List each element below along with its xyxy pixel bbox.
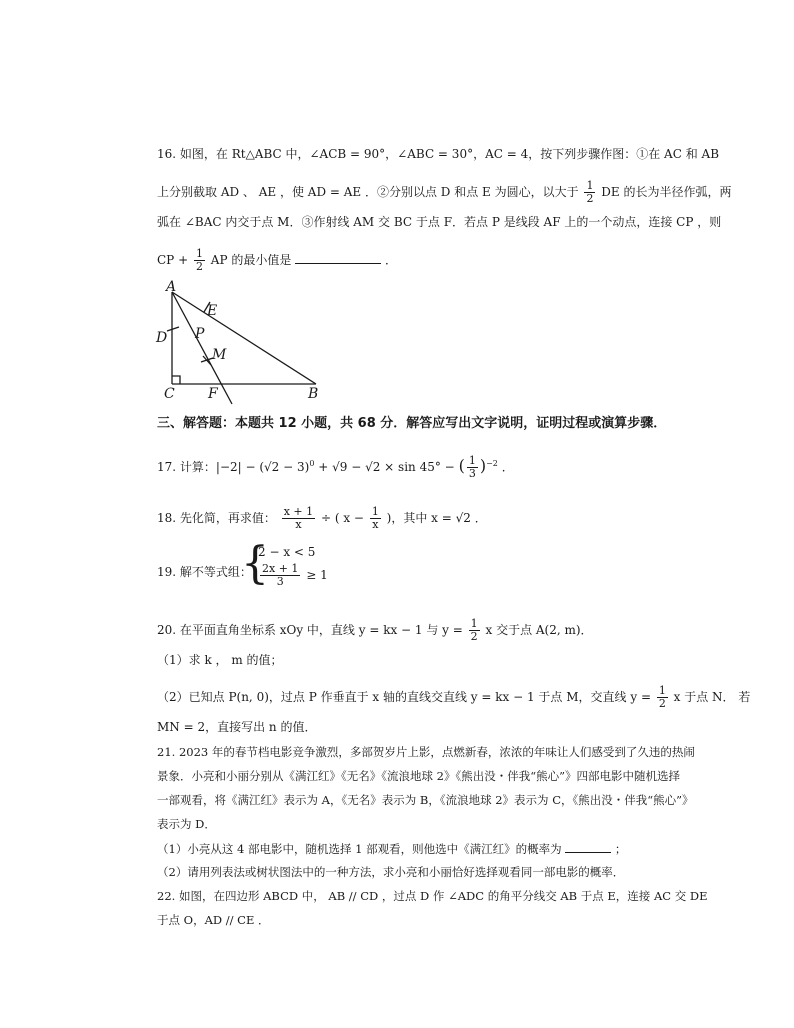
triangle-figure — [150, 278, 330, 408]
q17-fraction — [467, 455, 478, 480]
frac-num: x + 1 — [283, 505, 314, 518]
q21-line-3: 一部观看，将《满江红》表示为 A，《无名》表示为 B，《流浪地球 2》表示为 C，《熊出没・伴我“熊心”》 — [157, 793, 694, 807]
q17-text-a: 17. 计算：|−2| − (√2 − 3) — [157, 460, 310, 474]
frac-num: 1 — [371, 505, 379, 518]
q16-fraction-half-2 — [194, 248, 205, 273]
q21-line-1: 21. 2023 年的春节档电影竞争激烈，多部贺岁片上影，点燃新春，浓浓的年味让人们感受到了久违的热闹 — [157, 745, 695, 759]
frac-den: 2 — [658, 697, 666, 710]
q20-part-1: （1）求 k ， m 的值； — [157, 653, 283, 667]
q16-line-3: 弧在 ∠BAC 内交于点 M．③作射线 AM 交 BC 于点 F．若点 P 是线段 AF 上的一个动点，连接 CP ，则 — [157, 215, 722, 229]
q19-label: 19. 解不等式组： — [157, 565, 252, 579]
q16-line-2-text-a: 上分别截取 AD 、 AE ，使 AD = AE ．②分别以点 D 和点 E 为圆心，以大于 — [157, 185, 579, 199]
frac-den: 2 — [195, 260, 203, 273]
q18-text-b: )，其中 x = √2 ． — [386, 511, 487, 525]
frac-den: x — [295, 518, 302, 531]
q19-fraction — [260, 563, 300, 588]
q17-end: ． — [501, 460, 514, 474]
q20-part-2-fraction — [657, 685, 668, 710]
answer-blank[interactable] — [295, 251, 381, 264]
frac-num: 2x + 1 — [262, 562, 299, 575]
label-e: E — [207, 303, 218, 319]
label-d: D — [156, 330, 168, 346]
q20-line-1-a: 20. 在平面直角坐标系 xOy 中，直线 y = kx − 1 与 y = — [157, 623, 463, 637]
q20-fraction — [469, 618, 480, 643]
frac-num: 1 — [468, 454, 476, 467]
system-brace: { — [241, 538, 269, 589]
frac-den: 2 — [470, 630, 478, 643]
q16-line-4-text-c: ． — [385, 253, 398, 267]
frac-num: 1 — [470, 617, 478, 630]
q20-part-2 — [157, 685, 750, 710]
frac-num: 1 — [586, 179, 594, 192]
q20-line-1 — [157, 618, 593, 643]
q21-part-1-a: （1）小亮从这 4 部电影中，随机选择 1 部观看，则他选中《满江红》的概率为 — [157, 842, 562, 856]
paren-open: ( — [458, 456, 465, 475]
label-a: A — [166, 279, 177, 295]
q20-part-2-b: x 于点 N． 若 — [673, 690, 751, 704]
q17-text-b: + √9 − √2 × sin 45° − — [318, 460, 455, 474]
frac-num: 1 — [658, 684, 666, 697]
q21-line-2: 景象．小亮和小丽分别从《满江红》《无名》《流浪地球 2》《熊出没・伴我“熊心”》四部电影中随机选择 — [157, 769, 680, 783]
q18 — [157, 506, 487, 531]
frac-den: 2 — [586, 192, 594, 205]
q18-fraction-2 — [370, 506, 381, 531]
q21-part-1 — [157, 840, 626, 857]
frac-den: 3 — [468, 467, 476, 480]
q19-relation: ≥ 1 — [306, 568, 328, 582]
arc-mark-d — [167, 327, 179, 331]
label-f: F — [208, 386, 218, 402]
q22-line-2: 于点 O，AD // CE ． — [157, 913, 270, 927]
q16-line-4 — [157, 248, 397, 273]
q22-line-1: 22. 如图，在四边形 ABCD 中， AB // CD ，过点 D 作 ∠ADC 的角平分线交 AB 于点 E，连接 AC 交 DE — [157, 889, 708, 903]
q19-inequality-2 — [258, 563, 328, 588]
segment-ab — [172, 292, 316, 384]
label-c: C — [164, 386, 175, 402]
paren-close: ) — [479, 456, 487, 475]
q18-mid: ÷ ( x − — [320, 511, 364, 525]
q21-part-1-b: ； — [614, 842, 627, 856]
frac-den: 3 — [276, 575, 284, 588]
q16-line-4-text-a: CP + — [157, 253, 189, 267]
frac-den: x — [372, 518, 379, 531]
frac-num: 1 — [195, 247, 203, 260]
q21-part-2: （2）请用列表法或树状图法中的一种方法，求小亮和小丽恰好选择观看同一部电影的概率． — [157, 865, 625, 879]
q20-line-1-b: x 交于点 A(2, m)． — [485, 623, 593, 637]
q17 — [157, 455, 514, 480]
q19-inequality-1: 2 − x < 5 — [258, 545, 316, 559]
section-heading: 三、解答题：本题共 12 小题，共 68 分．解答应写出文字说明，证明过程或演算步骤． — [157, 416, 667, 431]
q16-fraction-half — [584, 180, 595, 205]
q16-line-1: 16. 如图，在 Rt△ABC 中，∠ACB = 90°，∠ABC = 30°，AC = 4，按下列步骤作图：①在 AC 和 AB — [157, 147, 720, 161]
q20-part-2-a: （2）已知点 P(n, 0)，过点 P 作垂直于 x 轴的直线交直线 y = kx − 1 于点 M，交直线 y = — [157, 690, 651, 704]
q16-line-2-text-b: DE 的长为半径作弧，两 — [601, 185, 732, 199]
right-angle-mark — [172, 376, 180, 384]
answer-blank[interactable] — [565, 840, 611, 853]
q17-exponent-zero: 0 — [309, 459, 315, 468]
q20-part-2-line-2: MN = 2，直接写出 n 的值． — [157, 720, 317, 734]
q16-line-4-text-b: AP 的最小值是 — [210, 253, 292, 267]
label-b: B — [308, 386, 319, 402]
label-p: P — [195, 326, 205, 342]
label-m: M — [212, 347, 227, 363]
q21-line-4: 表示为 D． — [157, 817, 216, 831]
q18-text-a: 18. 先化简，再求值： — [157, 511, 276, 525]
q17-exponent: −2 — [486, 459, 498, 468]
q16-line-2 — [157, 180, 732, 205]
q18-fraction-1 — [282, 506, 315, 531]
